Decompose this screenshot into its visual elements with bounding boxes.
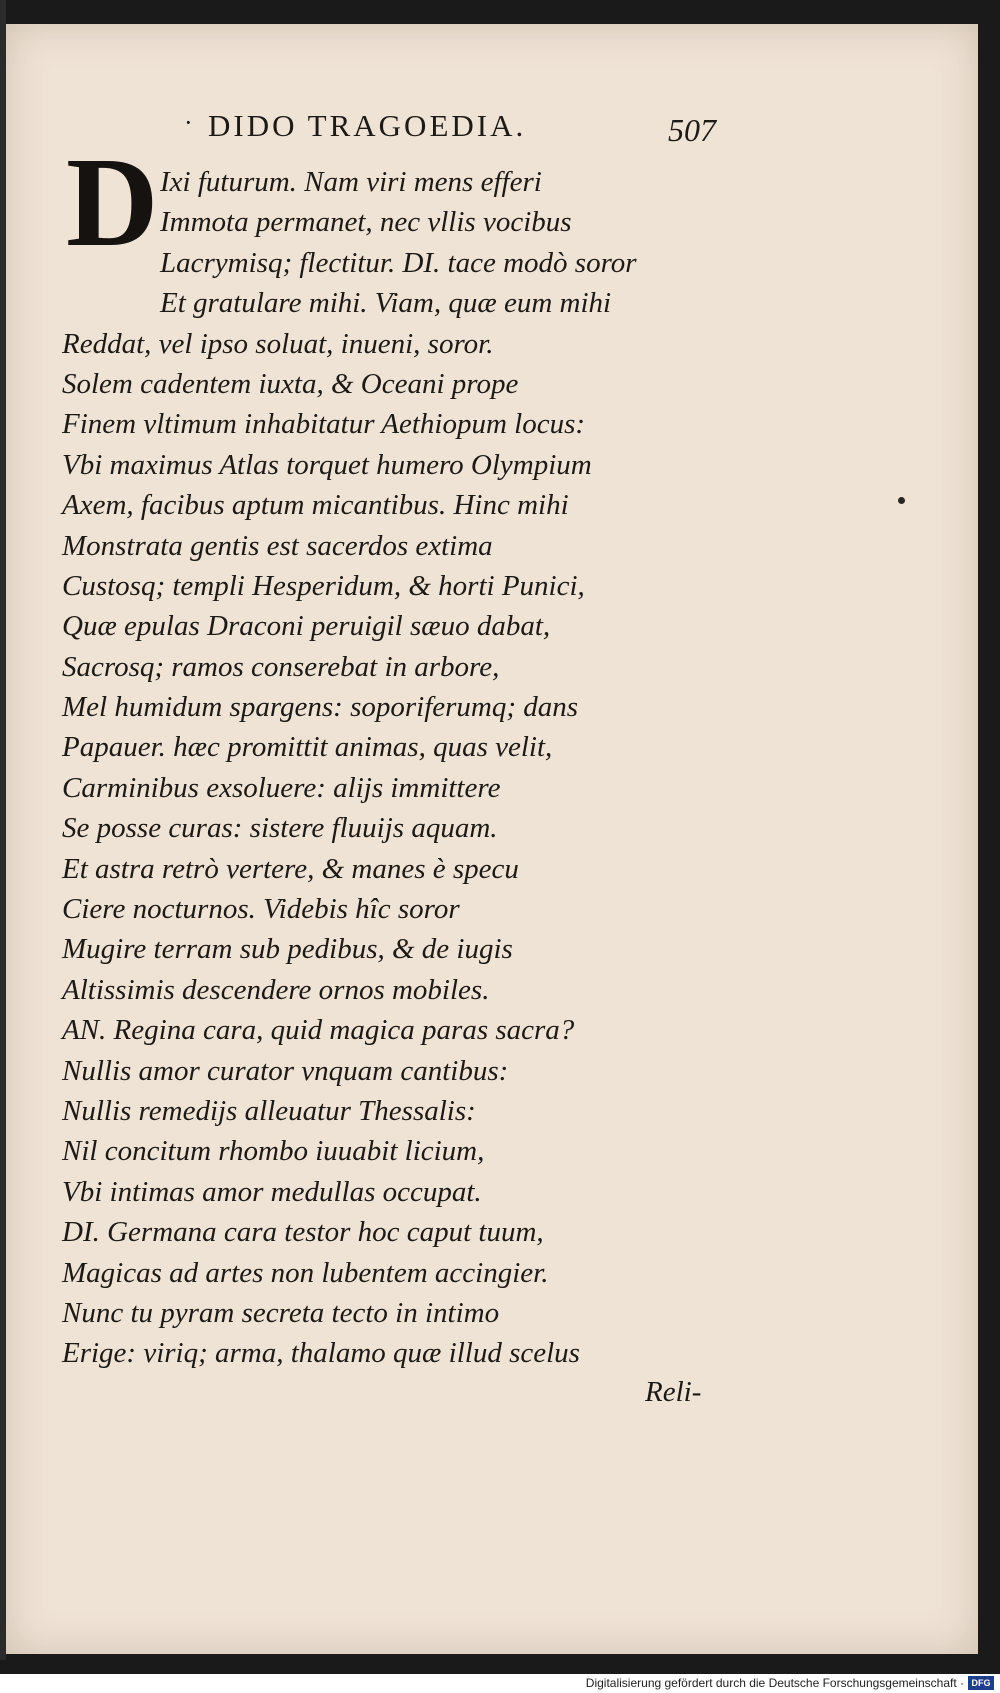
verse-line: Carminibus exsoluere: alijs immittere — [62, 771, 501, 804]
verse-line: Nullis amor curator vnquam cantibus: — [62, 1054, 509, 1087]
verse-line: Nunc tu pyram secreta tecto in intimo — [62, 1296, 500, 1329]
verse-line: Solem cadentem iuxta, & Oceani prope — [62, 367, 519, 400]
verse-line: DI. Germana cara testor hoc caput tuum, — [62, 1216, 544, 1249]
verse-line: Et gratulare mihi. Viam, quæ eum mihi — [160, 287, 612, 320]
verse-line: Monstrata gentis est sacerdos extima — [62, 529, 493, 562]
verse-line: Vbi intimas amor medullas occupat. — [62, 1175, 482, 1208]
verse-line: Et astra retrò vertere, & manes è specu — [62, 852, 519, 885]
verse-line: Sacrosq; ramos conserebat in arbore, — [62, 650, 500, 683]
digitization-credit: Digitalisierung gefördert durch die Deutsche Forschungsgemeinschaft · — [585, 1676, 964, 1690]
verse-line: Se posse curas: sistere fluuijs aquam. — [62, 812, 498, 845]
running-title: DIDO TRAGOEDIA. — [208, 108, 527, 143]
header-mark: · — [184, 108, 193, 137]
verse-line: Magicas ad artes non lubentem accingier. — [62, 1256, 549, 1289]
verse-line: Papauer. hæc promittit animas, quas velit, — [62, 731, 553, 764]
dfg-logo: DFG — [968, 1676, 994, 1690]
verse-line: Custosq; templi Hesperidum, & horti Punici, — [62, 569, 585, 602]
verse-line: Reddat, vel ipso soluat, inueni, soror. — [62, 327, 494, 360]
verse-line: Mel humidum spargens: soporiferumq; dans — [62, 691, 579, 724]
verse-line: Vbi maximus Atlas torquet humero Olympium — [62, 448, 592, 481]
verse-line: Altissimis descendere ornos mobiles. — [62, 973, 490, 1006]
verse-line: Finem vltimum inhabitatur Aethiopum locus: — [62, 408, 586, 441]
verse-line: Erige: viriq; arma, thalamo quæ illud scelus — [62, 1337, 580, 1370]
verse-line: Lacrymisq; flectitur. DI. tace modò soror — [160, 246, 637, 279]
verse-line: Nullis remedijs alleuatur Thessalis: — [62, 1094, 476, 1127]
catchword: Reli- — [645, 1376, 702, 1408]
verse-line: Mugire terram sub pedibus, & de iugis — [62, 933, 513, 966]
verse-line: Quæ epulas Draconi peruigil sæuo dabat, — [62, 610, 551, 643]
verse-line: AN. Regina cara, quid magica paras sacra? — [62, 1014, 575, 1047]
verse-text-block — [62, 162, 722, 1374]
verse-line: Axem, facibus aptum micantibus. Hinc mihi — [62, 489, 569, 522]
verse-line: Ciere nocturnos. Videbis hîc soror — [62, 893, 460, 926]
drop-cap-initial: D — [66, 131, 159, 273]
page-number: 507 — [668, 112, 716, 148]
verse-line: Ixi futurum. Nam viri mens efferi — [160, 166, 542, 198]
ink-spot — [898, 497, 905, 504]
verse-line: Nil concitum rhombo iuuabit licium, — [62, 1135, 485, 1168]
verse-line: Immota permanet, nec vllis vocibus — [160, 206, 572, 239]
